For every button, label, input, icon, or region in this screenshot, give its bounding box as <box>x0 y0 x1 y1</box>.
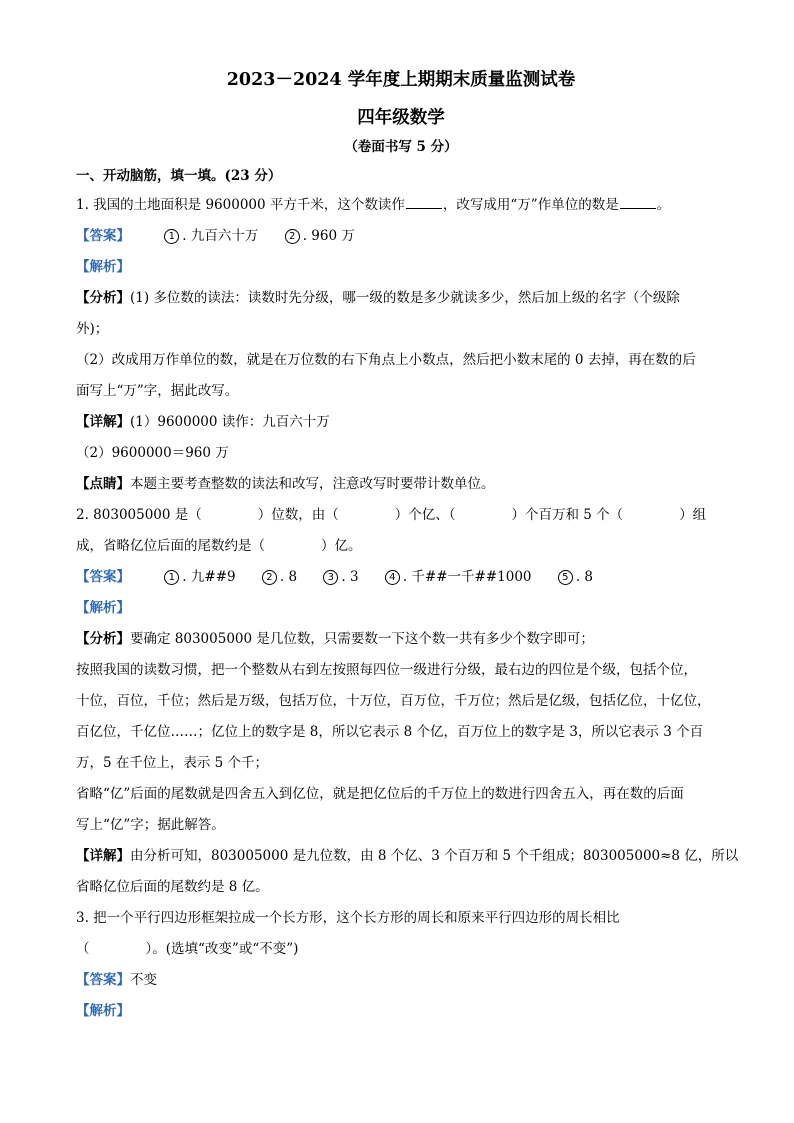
exam-subject: 四年级数学 <box>357 108 445 128</box>
q1-fenxi-3: （2）改成用万作单位的数，就是在万位数的右下角点上小数点，然后把小数末尾的 0 去掉，再在数的后 <box>76 352 696 368</box>
q2-fenxi-4: 万，5 在千位上，表示 5 个千； <box>76 755 269 771</box>
answer-label: 【答案】 <box>76 228 130 244</box>
q1-text-b: ，改写成用“万”作单位的数是 <box>442 197 619 213</box>
exam-note: （卷面书写 5 分） <box>344 139 458 155</box>
q2-answer-3: 3 . 3 <box>323 562 358 593</box>
q2-answer-2: 2 . 8 <box>262 562 297 593</box>
circled-number: 4 <box>385 570 400 585</box>
circled-number: 2 <box>262 570 277 585</box>
q3-analysis-head: 【解析】 <box>76 1003 130 1019</box>
q2-xiangjie-2: 省略亿位后面的尾数约是 8 亿。 <box>76 879 269 895</box>
q2-fenxi-5: 省略“亿”后面的尾数就是四舍五入到亿位，就是把亿位后的千万位上的数进行四舍五入，再在数的后面 <box>76 786 684 802</box>
q2-fenxi-1: 按照我国的读数习惯，把一个整数从右到左按照每四位一级进行分级，最右边的四位是个级，包括个位， <box>76 662 697 678</box>
circled-number: 1 <box>164 229 179 244</box>
q2-fenxi-2: 十位，百位，千位；然后是万级，包括万位，十万位，百万位，千万位；然后是亿级，包括亿位，十亿位， <box>76 693 711 709</box>
q1-xiangjie-2: （2）9600000＝960 万 <box>76 445 229 461</box>
q3-answer: 不变 <box>130 972 157 988</box>
q3-stem-2: （ ）。(选填“改变”或“不变”) <box>76 941 299 957</box>
q1-answer-row <box>76 221 726 252</box>
q2-answer-4: 4 . 千##一千##1000 <box>385 562 532 593</box>
q1-text-a: 1. 我国的土地面积是 9600000 平方千米，这个数读作 <box>76 197 405 213</box>
q2-analysis-head: 【解析】 <box>76 600 130 616</box>
circled-number: 5 <box>558 570 573 585</box>
circled-number: 1 <box>164 570 179 585</box>
circled-number: 2 <box>285 229 300 244</box>
exam-title: 2023－2024 学年度上期期末质量监测试卷 <box>226 70 576 90</box>
q2-answer-1: 1 . 九##9 <box>164 562 235 593</box>
q1-answer-2: 2 . 960 万 <box>285 221 355 252</box>
q1-answer-1: 1 . 九百六十万 <box>164 221 258 252</box>
answer-label: 【答案】 <box>76 569 130 585</box>
answer-label: 【答案】 <box>76 972 130 988</box>
q1-fenxi-4: 面写上“万”字，据此改写。 <box>76 383 239 399</box>
q2-stem-1: 2. 803005000 是（ ）位数，由（ ）个亿、（ ）个百万和 5 个（ ）组 <box>76 507 707 523</box>
q1-text-c: 。 <box>656 197 671 213</box>
q1-xiangjie-1: 【详解】(1）9600000 读作：九百六十万 <box>76 414 330 430</box>
q1-analysis-head: 【解析】 <box>76 259 130 275</box>
q1-fenxi-2: 外)； <box>76 321 109 337</box>
q2-xiangjie-1: 【详解】由分析可知，803005000 是九位数，由 8 个亿、3 个百万和 5 个千组成；803005000≈8 亿，所以 <box>76 848 739 864</box>
q1-blank-1 <box>406 194 442 209</box>
q3-answer-row <box>76 965 726 996</box>
q1-fenxi-1: 【分析】(1) 多位数的读法：读数时先分级，哪一级的数是多少就读多少，然后加上级的名字（个级除 <box>76 290 680 306</box>
q2-answer-5: 5 . 8 <box>558 562 593 593</box>
q2-fenxi-first: 【分析】要确定 803005000 是几位数，只需要数一下这个数一共有多少个数字即可； <box>76 631 594 647</box>
q1-dianjing: 【点睛】本题主要考查整数的读法和改写，注意改写时要带计数单位。 <box>76 476 495 492</box>
circled-number: 3 <box>323 570 338 585</box>
q1-stem <box>76 190 726 221</box>
q2-fenxi-3: 百亿位，千亿位……；亿位上的数字是 8，所以它表示 8 个亿，百万位上的数字是 3，所以它表示 3 个百 <box>76 724 704 740</box>
q1-blank-2 <box>620 194 656 209</box>
q2-stem-2: 成，省略亿位后面的尾数约是（ ）亿。 <box>76 538 362 554</box>
q3-stem-1: 3. 把一个平行四边形框架拉成一个长方形，这个长方形的周长和原来平行四边形的周长相比 <box>76 910 620 926</box>
q2-answer-row <box>76 562 726 593</box>
q2-fenxi-6: 写上“亿”字；据此解答。 <box>76 817 225 833</box>
section-heading: 一、开动脑筋，填一填。(23 分） <box>76 168 282 184</box>
